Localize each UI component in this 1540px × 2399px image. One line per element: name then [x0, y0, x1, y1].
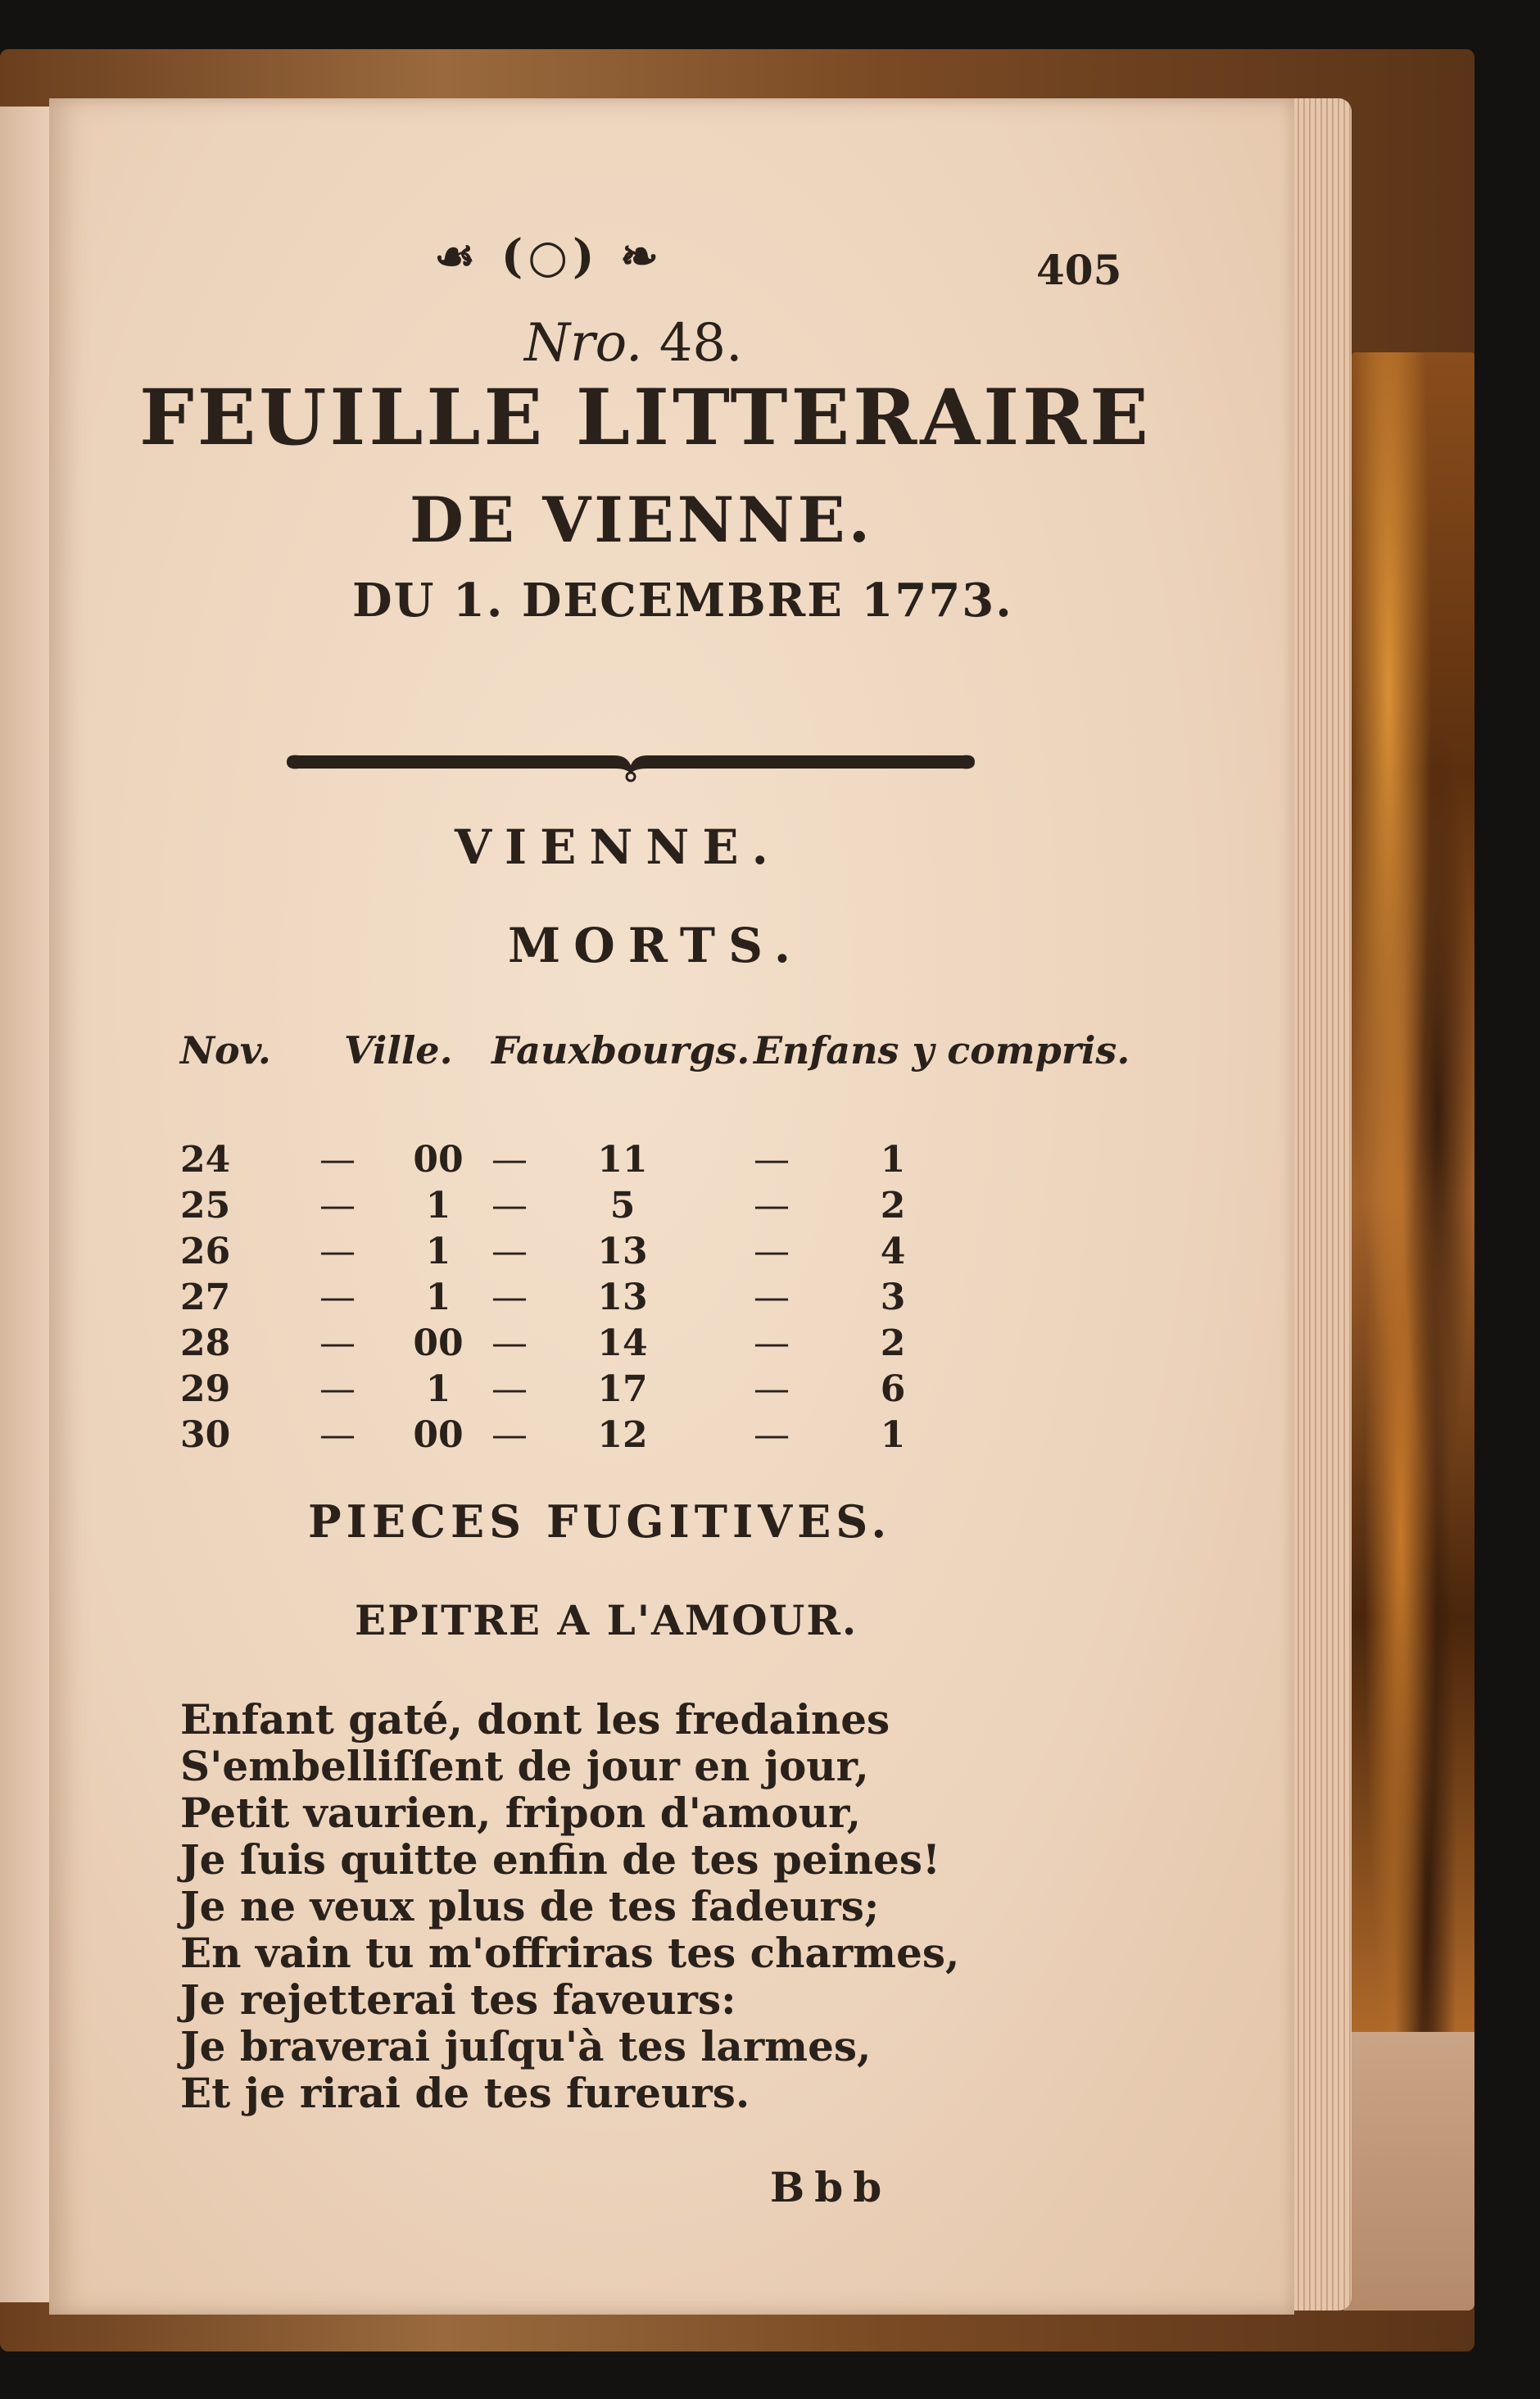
table-dash: —	[754, 1139, 790, 1181]
table-cell: 28	[180, 1322, 231, 1364]
issue-date: DU 1. DECEMBRE 1773.	[352, 574, 1013, 628]
signature-mark: Bbb	[770, 2163, 892, 2211]
table-cell: 1	[425, 1185, 451, 1227]
table-cell: 3	[880, 1277, 906, 1318]
col-header-enfans: Enfans y compris.	[754, 1028, 1130, 1073]
leather-corner	[1343, 2032, 1474, 2311]
section-heading: MORTS.	[508, 918, 804, 973]
poem	[180, 1696, 959, 2116]
table-cell: 5	[609, 1185, 636, 1227]
table-dash: —	[319, 1231, 356, 1272]
section-place: VIENNE.	[455, 819, 781, 875]
table-dash: —	[319, 1322, 356, 1364]
col-header-fauxbourgs: Fauxbourgs.	[491, 1028, 750, 1073]
table-cell: 17	[597, 1368, 648, 1410]
table-cell: 2	[880, 1185, 906, 1227]
table-dash: —	[491, 1414, 528, 1456]
table-cell: 24	[180, 1139, 231, 1181]
poem-line: Enfant gaté, dont les fredaines	[180, 1695, 890, 1744]
col-header-nov: Nov.	[180, 1028, 271, 1073]
page-subtitle: DE VIENNE.	[410, 483, 874, 556]
marbled-board	[1352, 352, 1474, 2040]
table-dash: —	[319, 1277, 356, 1318]
table-cell: 29	[180, 1368, 231, 1410]
page-title: FEUILLE LITTERAIRE	[139, 373, 1152, 463]
table-cell: 00	[413, 1322, 464, 1364]
table-dash: —	[319, 1414, 356, 1456]
issue-prefix: Nro.	[524, 313, 643, 374]
table-dash: —	[754, 1277, 790, 1318]
poem-line: Je braverai juſqu'à tes larmes,	[180, 2022, 872, 2070]
table-cell: 00	[413, 1414, 464, 1456]
table-cell: 13	[597, 1277, 648, 1318]
table-dash: —	[754, 1231, 790, 1272]
poem-title: EPITRE A L'AMOUR.	[355, 1596, 858, 1644]
table-dash: —	[491, 1322, 528, 1364]
issue-value: 48.	[659, 313, 743, 374]
pieces-heading: PIECES FUGITIVES.	[308, 1495, 892, 1548]
table-cell: 1	[425, 1277, 451, 1318]
page-number: 405	[1036, 246, 1122, 294]
table-cell: 6	[880, 1368, 906, 1410]
table-dash: —	[491, 1139, 528, 1181]
header-ornament: ☙ (○) ❧	[434, 229, 664, 283]
table-cell: 1	[425, 1231, 451, 1272]
table-cell: 4	[880, 1231, 906, 1272]
table-dash: —	[319, 1139, 356, 1181]
table-cell: 26	[180, 1231, 231, 1272]
table-cell: 30	[180, 1414, 231, 1456]
table-cell: 1	[880, 1414, 906, 1456]
poem-line: Je ſuis quitte enfin de tes peines!	[180, 1835, 940, 1884]
table-dash: —	[491, 1231, 528, 1272]
table-cell: 25	[180, 1185, 231, 1227]
poem-line: Je rejetterai tes faveurs:	[180, 1975, 736, 2024]
table-cell: 13	[597, 1231, 648, 1272]
poem-line: S'embelliſſent de jour en jour,	[180, 1742, 869, 1790]
table-dash: —	[754, 1185, 790, 1227]
decorative-rule	[279, 737, 983, 787]
poem-line: Petit vaurien, fripon d'amour,	[180, 1789, 862, 1837]
table-dash: —	[754, 1322, 790, 1364]
poem-line: En vain tu m'offriras tes charmes,	[180, 1929, 960, 1977]
table-dash: —	[491, 1368, 528, 1410]
poem-line: Je ne veux plus de tes fadeurs;	[180, 1882, 880, 1930]
table-cell: 2	[880, 1322, 906, 1364]
table-dash: —	[319, 1185, 356, 1227]
table-cell: 1	[425, 1368, 451, 1410]
table-dash: —	[754, 1368, 790, 1410]
table-cell: 1	[880, 1139, 906, 1181]
poem-line: Et je rirai de tes fureurs.	[180, 2069, 750, 2117]
table-dash: —	[754, 1414, 790, 1456]
col-header-ville: Ville.	[344, 1028, 453, 1073]
facing-page-edge	[0, 107, 49, 2302]
table-cell: 14	[597, 1322, 648, 1364]
table-cell: 27	[180, 1277, 231, 1318]
page	[49, 98, 1294, 2315]
table-cell: 12	[597, 1414, 648, 1456]
table-cell: 11	[597, 1139, 648, 1181]
table-dash: —	[319, 1368, 356, 1410]
issue-number	[524, 313, 742, 374]
table-cell: 00	[413, 1139, 464, 1181]
table-dash: —	[491, 1185, 528, 1227]
table-dash: —	[491, 1277, 528, 1318]
